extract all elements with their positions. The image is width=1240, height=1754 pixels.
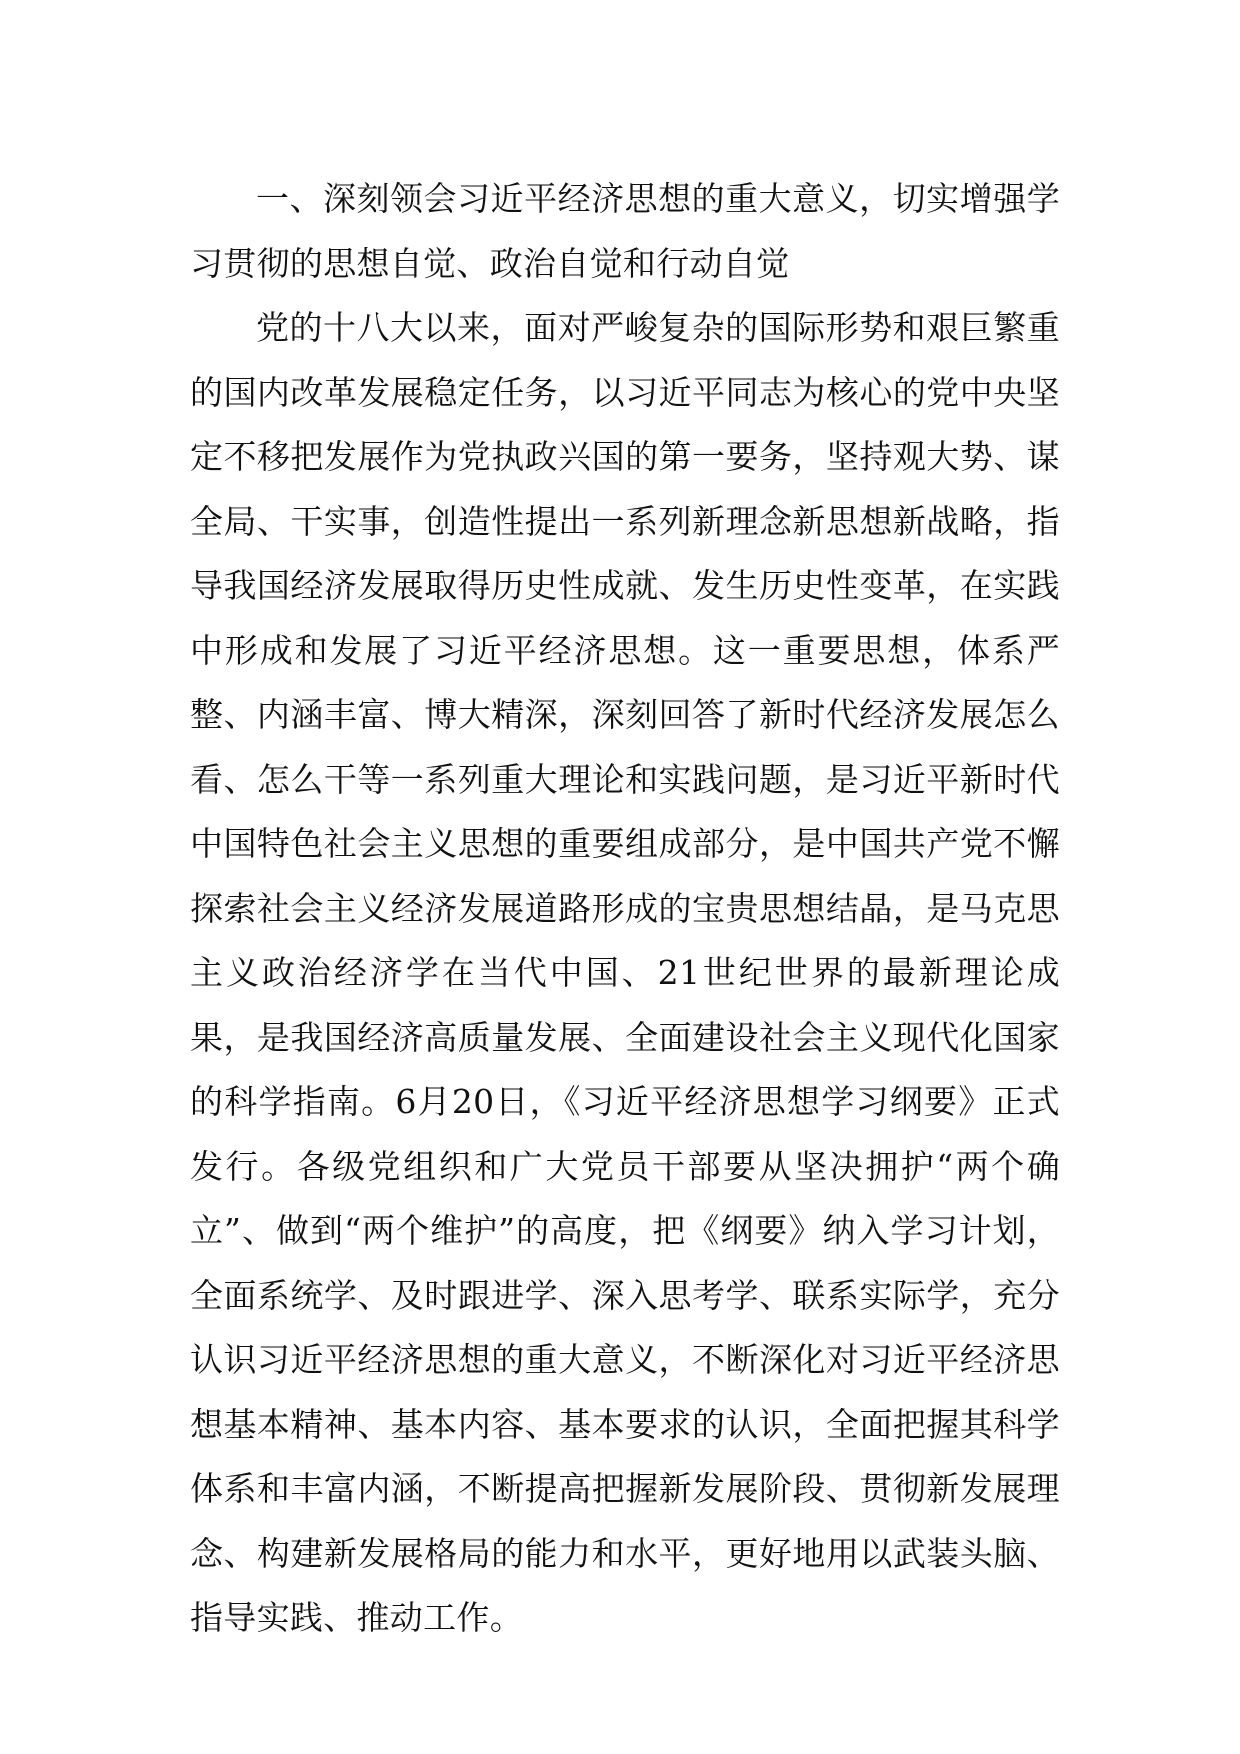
section-heading: 一、深刻领会习近平经济思想的重大意义，切实增强学习贯彻的思想自觉、政治自觉和行动自觉 xyxy=(190,179,1060,283)
body-paragraph: 党的十八大以来，面对严峻复杂的国际形势和艰巨繁重的国内改革发展稳定任务，以习近平同志为核心的党中央坚定不移把发展作为党执政兴国的第一要务，坚持观大势、谋全局、干实事，创造性提出一系列新理念新思想新战略，指导我国经济发展取得历史性成就、发生历史性变革，在实践中形成和发展了习近平经济思想。这一重要思想，体系严整、内涵丰富、博大精深，深刻回答了新时代经济发展怎么看、怎么干等一系列重大理论和实践问题，是习近平新时代中国特色社会主义思想的重要组成部分，是中国共产党不懈探索社会主义经济发展道路形成的宝贵思想结晶，是马克思主义政治经济学在当代中国、21世纪世界的最新理论成果，是我国经济高质量发展、全面建设社会主义现代化国家的科学指南。6月20日，《习近平经济思想学习纲要》正式发行。各级党组织和广大党员干部要从坚决拥护“两个确立”、做到“两个维护”的高度，把《纲要》纳入学习计划，全面系统学、及时跟进学、深入思考学、联系实际学，充分认识习近平经济思想的重大意义，不断深化对习近平经济思想基本精神、基本内容、基本要求的认识，全面把握其科学体系和丰富内涵，不断提高把握新发展阶段、贯彻新发展理念、构建新发展格局的能力和水平，更好地用以武装头脑、指导实践、推动工作。 xyxy=(190,308,1060,1637)
document-body xyxy=(190,167,1060,1651)
